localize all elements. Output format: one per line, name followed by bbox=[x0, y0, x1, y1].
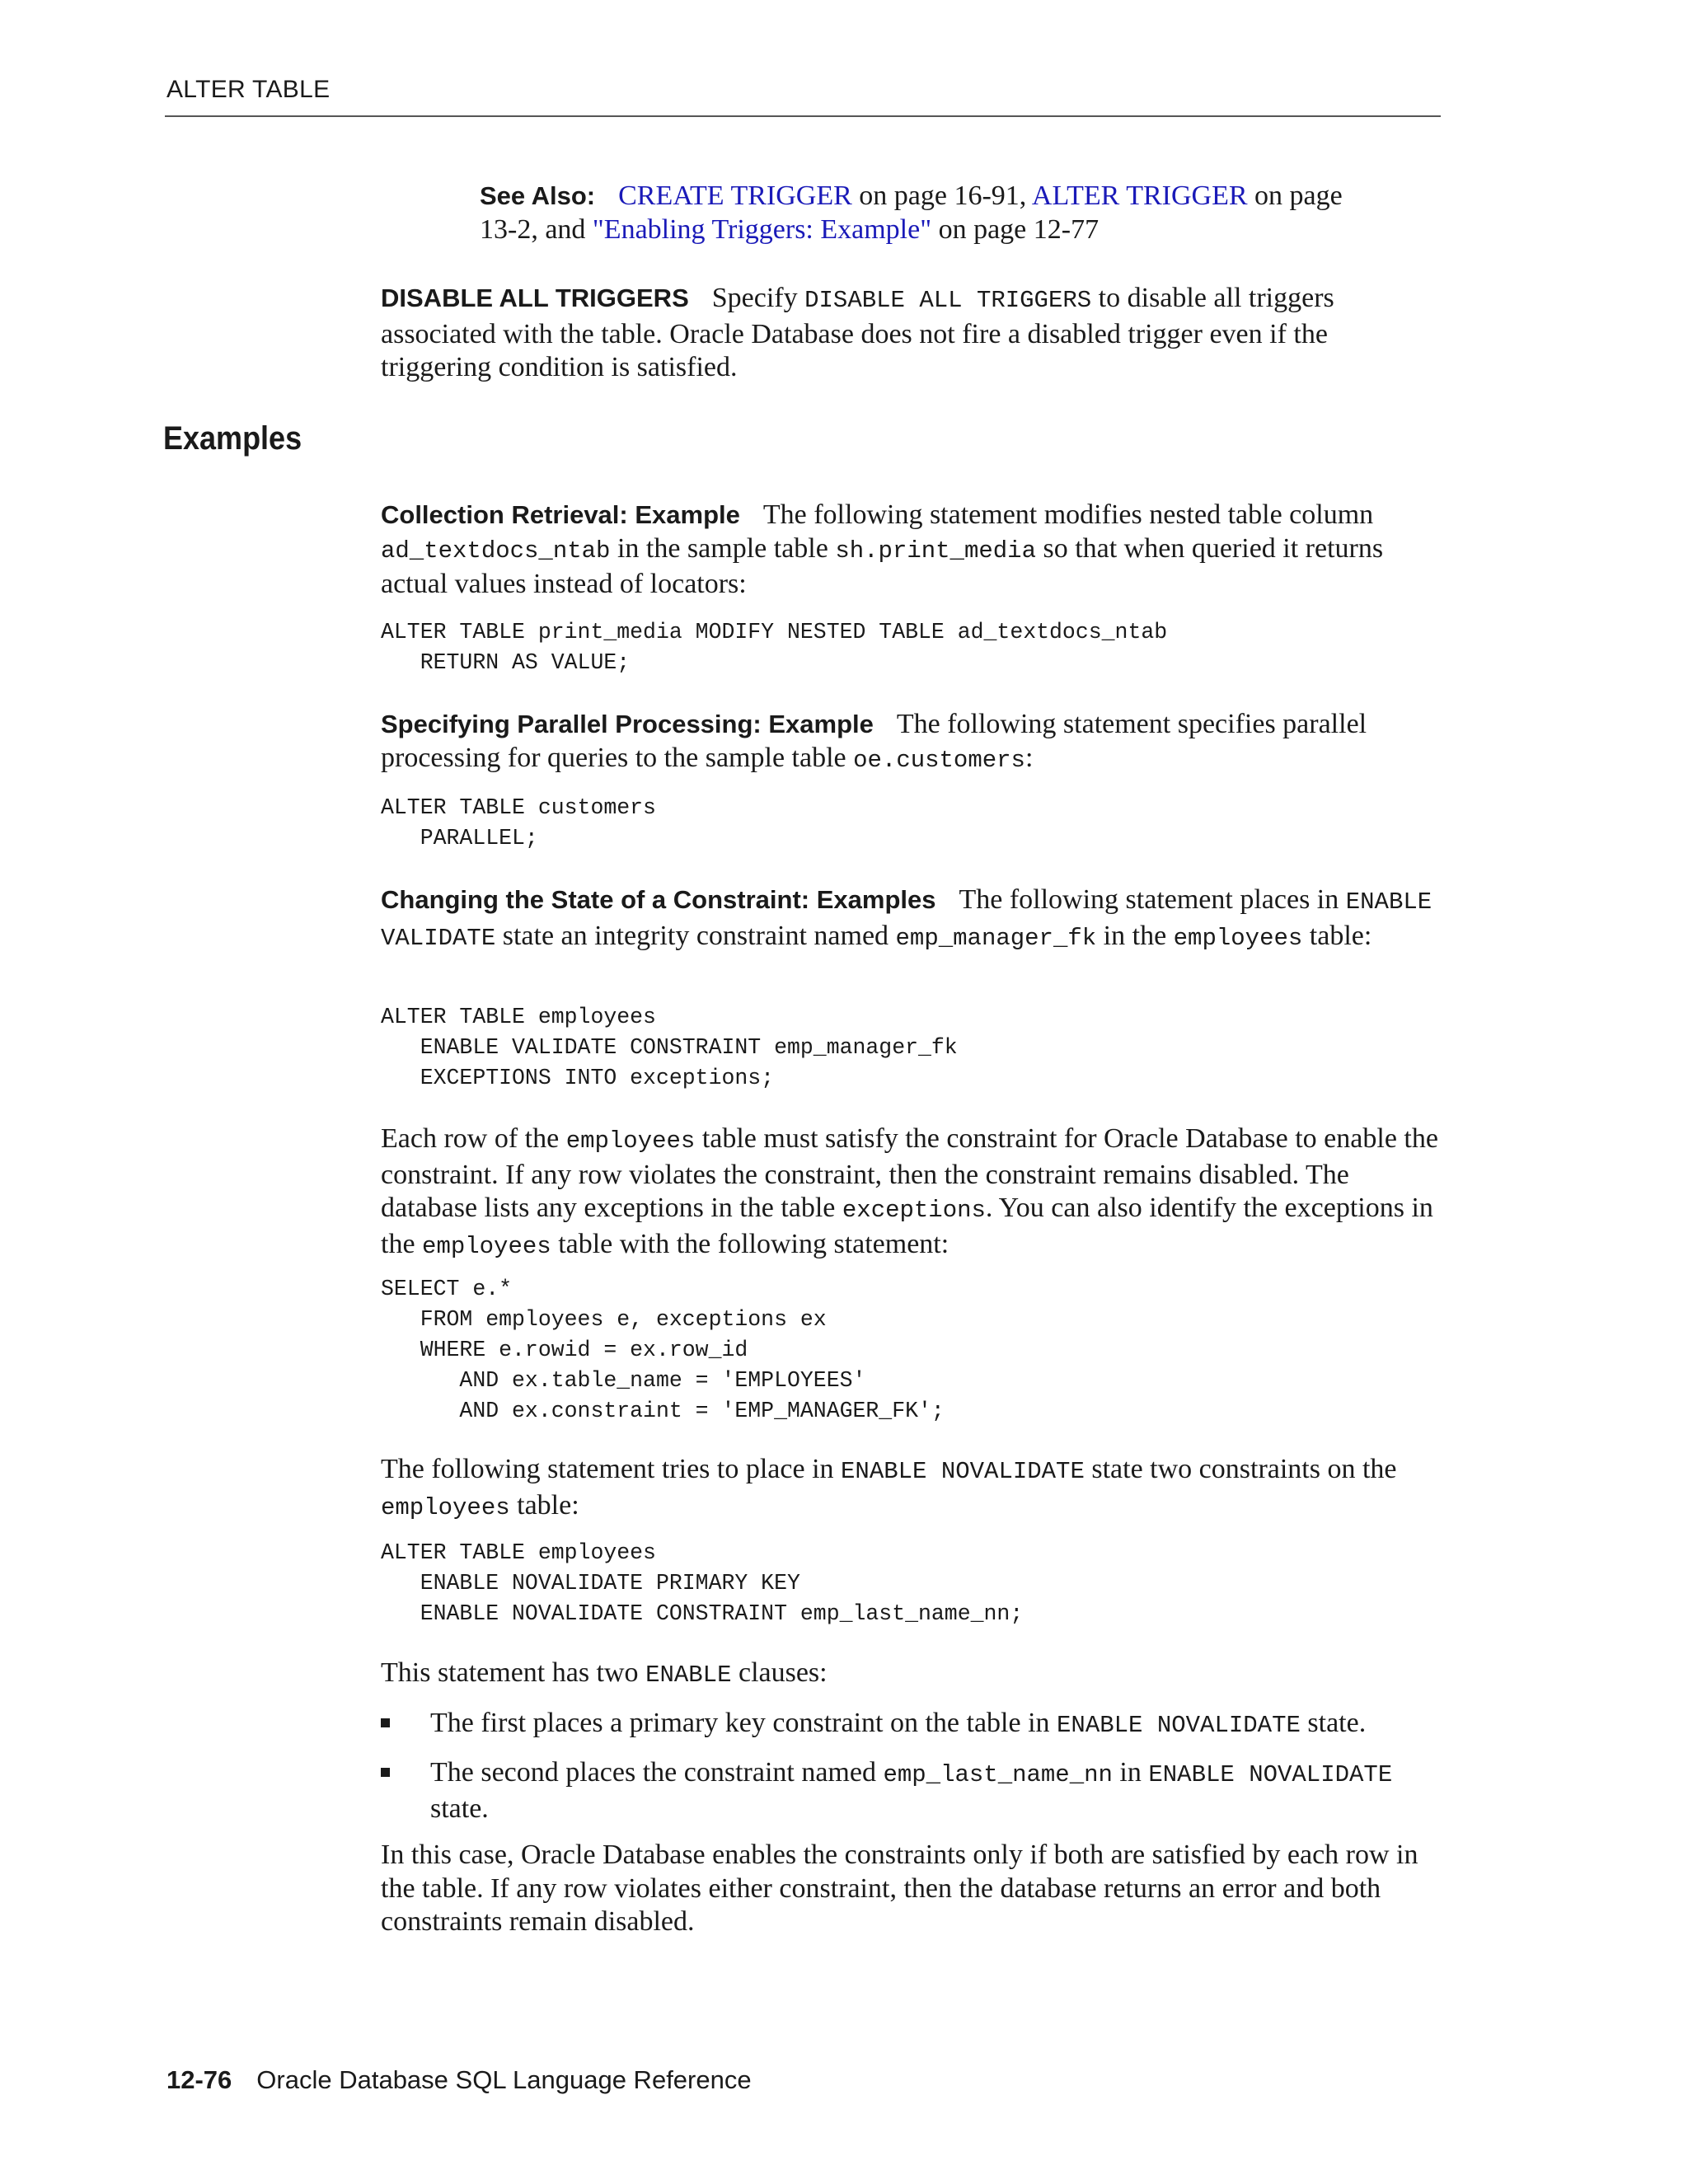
link-alter-trigger[interactable]: ALTER TRIGGER bbox=[1031, 180, 1248, 211]
term-constraint-state: Changing the State of a Constraint: Examples bbox=[381, 885, 936, 914]
each-row-para: Each row of the employees table must satisfy the constraint for Oracle Database to enable the constraint. If any row violates the constraint, then the constraint remains disabled. The database lists any exceptions in the table exceptions. You can also identify the exceptions in the employees table with the following statement: bbox=[381, 1123, 1438, 1260]
bullet-icon bbox=[381, 1718, 390, 1727]
example-constraint-state: Changing the State of a Constraint: Examples The following statement places in ENABLE VALIDATE state an integrity constraint named emp_manager_fk in the employees table: bbox=[381, 884, 1432, 952]
page-footer bbox=[166, 2065, 752, 2095]
term-parallel-processing: Specifying Parallel Processing: Example bbox=[381, 710, 874, 738]
running-header: ALTER TABLE bbox=[166, 76, 331, 103]
bullet-icon bbox=[381, 1768, 390, 1777]
see-also-note: See Also: CREATE TRIGGER on page 16-91, ALTER TRIGGER on page 13-2, and "Enabling Triggers: Example" on page 12-77 bbox=[480, 180, 1343, 245]
term-disable-all-triggers: DISABLE ALL TRIGGERS bbox=[381, 284, 689, 312]
example-collection-retrieval: Collection Retrieval: Example The following statement modifies nested table column ad_textdocs_ntab in the sample table sh.print_media so that when queried it returns actual values instead of locators: bbox=[381, 499, 1384, 599]
disable-all-triggers-para: DISABLE ALL TRIGGERS Specify DISABLE ALL TRIGGERS to disable all triggers associated with the table. Oracle Database does not fire a disabled trigger even if the triggering condition is satisfied. bbox=[381, 283, 1334, 382]
link-create-trigger[interactable]: CREATE TRIGGER bbox=[618, 180, 852, 211]
novalidate-para: The following statement tries to place in ENABLE NOVALIDATE state two constraints on the employees table: bbox=[381, 1454, 1397, 1521]
page-number: 12-76 bbox=[166, 2065, 232, 2094]
link-enabling-triggers-example[interactable]: "Enabling Triggers: Example" bbox=[592, 213, 932, 245]
code-example-2: ALTER TABLE customers PARALLEL; bbox=[381, 795, 656, 851]
term-collection-retrieval: Collection Retrieval: Example bbox=[381, 500, 740, 529]
code-example-3: ALTER TABLE employees ENABLE VALIDATE CONSTRAINT emp_manager_fk EXCEPTIONS INTO exceptions; bbox=[381, 1005, 958, 1090]
code-novalidate: ALTER TABLE employees ENABLE NOVALIDATE PRIMARY KEY ENABLE NOVALIDATE CONSTRAINT emp_last_name_nn; bbox=[381, 1540, 1024, 1626]
header-rule bbox=[165, 115, 1441, 117]
see-also-label: See Also: bbox=[480, 181, 596, 210]
book-title: Oracle Database SQL Language Reference bbox=[256, 2065, 752, 2094]
example-parallel-processing: Specifying Parallel Processing: Example The following statement specifies parallel processing for queries to the sample table oe.customers: bbox=[381, 709, 1367, 774]
code-example-1: ALTER TABLE print_media MODIFY NESTED TABLE ad_textdocs_ntab RETURN AS VALUE; bbox=[381, 620, 1168, 675]
code-select-exceptions: SELECT e.* FROM employees e, exceptions ex WHERE e.rowid = ex.row_id AND ex.table_name = 'EMPLOYEES' AND ex.constraint = 'EMP_MANAGER_FK'; bbox=[381, 1277, 945, 1423]
two-clauses-para: This statement has two ENABLE clauses: bbox=[381, 1657, 828, 1689]
in-this-case-para: In this case, Oracle Database enables the constraints only if both are satisfied by each row in the table. If any row violates either constraint, then the database returns an error and both constraints remain disabled. bbox=[381, 1840, 1418, 1937]
examples-heading: Examples bbox=[163, 420, 302, 457]
